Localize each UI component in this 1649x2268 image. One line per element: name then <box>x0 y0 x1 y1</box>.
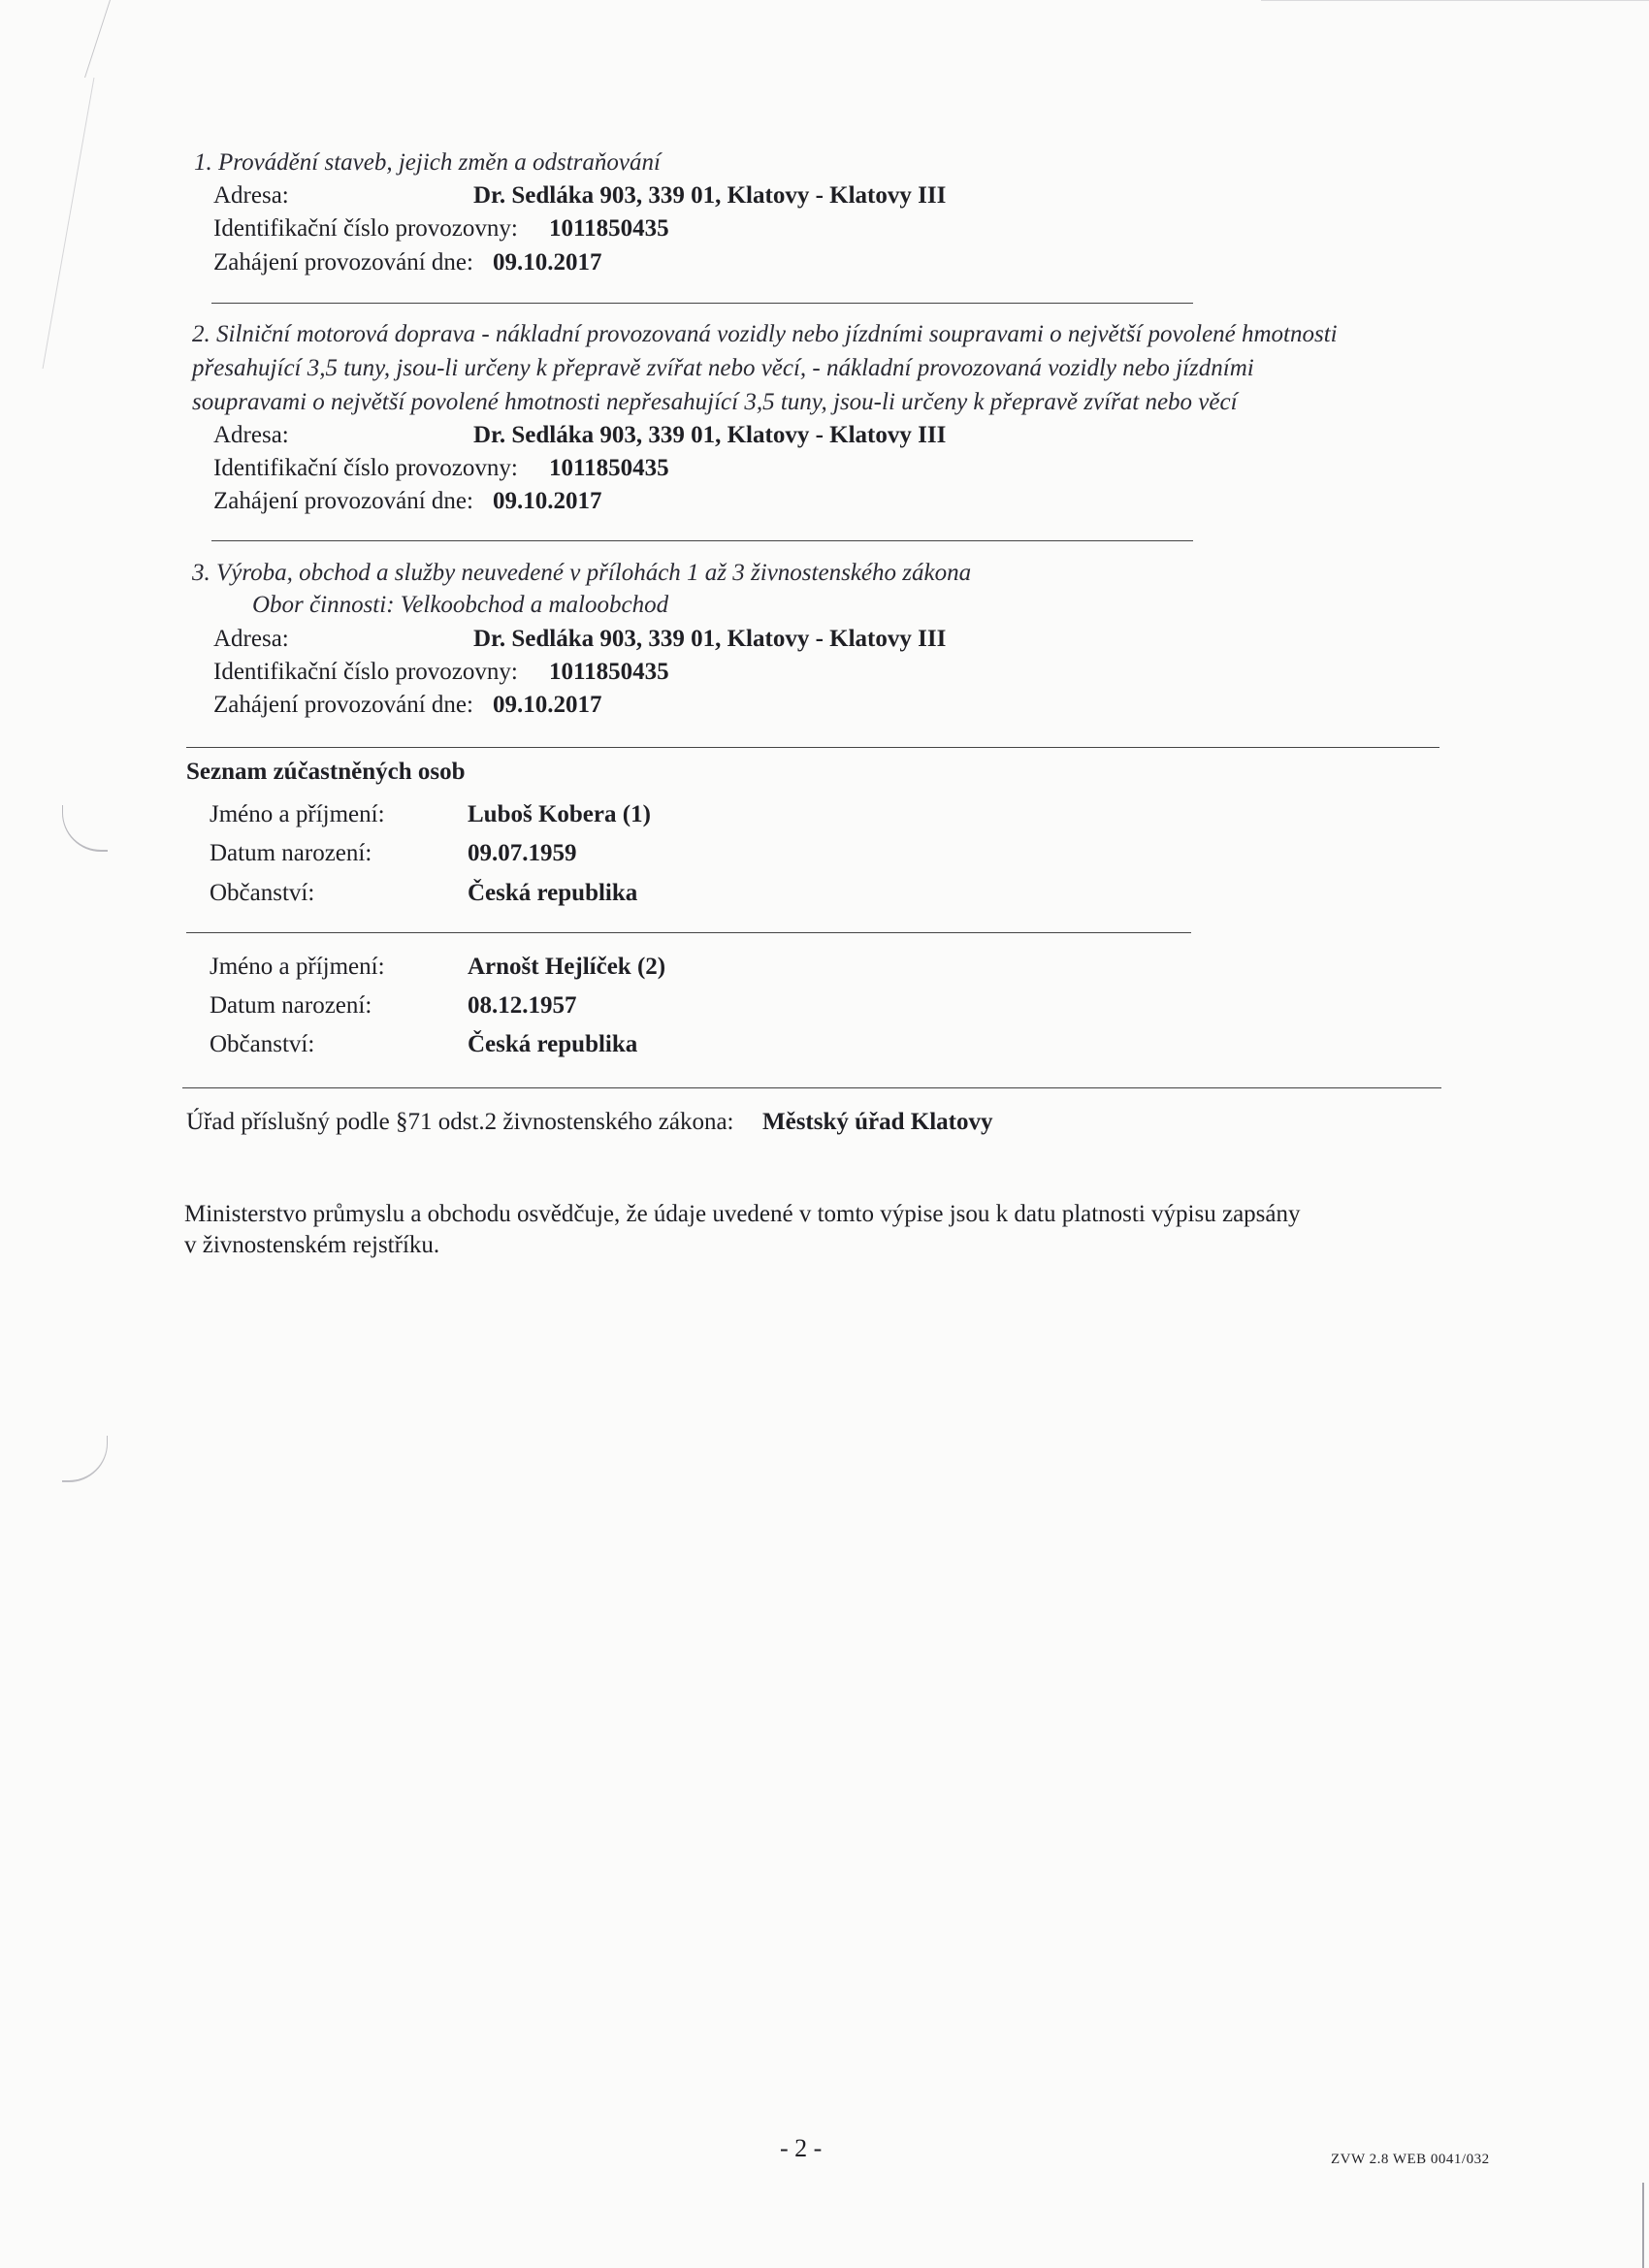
certification-line-2: v živnostenském rejstříku. <box>184 1232 440 1258</box>
section-divider <box>182 1087 1441 1088</box>
person-1-birth-label: Datum narození: <box>210 840 372 866</box>
section-3-id-value: 1011850435 <box>549 659 669 685</box>
section-3-heading: 3. Výroba, obchod a služby neuvedené v přílohách 1 až 3 živnostenského zákona <box>192 560 972 586</box>
punch-hole-mark <box>62 1436 108 1482</box>
section-3-address-label: Adresa: <box>213 626 289 652</box>
person-1-birth: 09.07.1959 <box>468 840 577 866</box>
person-1-name: Luboš Kobera (1) <box>468 801 651 827</box>
section-2-id-value: 1011850435 <box>549 455 669 481</box>
person-1-name-label: Jméno a příjmení: <box>210 801 385 827</box>
person-2-name-label: Jméno a příjmení: <box>210 954 385 980</box>
person-1-citizenship: Česká republika <box>468 880 638 906</box>
section-2-id-label: Identifikační číslo provozovny: <box>213 455 518 481</box>
person-2-citizenship-label: Občanství: <box>210 1031 315 1057</box>
person-divider <box>186 932 1191 933</box>
section-divider <box>211 303 1193 304</box>
section-2-heading-line-2: přesahující 3,5 tuny, jsou-li určeny k přepravě zvířat nebo věcí, - nákladní provozovaná vozidly nebo jízdními <box>192 355 1254 381</box>
person-2-birth: 08.12.1957 <box>468 992 577 1019</box>
scan-edge-line <box>84 0 169 78</box>
section-2-start-value: 09.10.2017 <box>493 488 602 514</box>
page-number: - 2 - <box>780 2134 823 2162</box>
section-1-id-label: Identifikační číslo provozovny: <box>213 215 518 242</box>
certification-line-1: Ministerstvo průmyslu a obchodu osvědčuje, že údaje uvedené v tomto výpise jsou k datu platnosti výpisu zapsány <box>184 1201 1301 1227</box>
section-divider <box>211 540 1193 541</box>
section-3-address: Dr. Sedláka 903, 339 01, Klatovy - Klatovy III <box>473 626 947 652</box>
section-3-subheading: Obor činnosti: Velkoobchod a maloobchod <box>252 592 669 618</box>
person-1-citizenship-label: Občanství: <box>210 880 315 906</box>
section-2-heading-line-3: soupravami o největší povolené hmotnosti nepřesahující 3,5 tuny, jsou-li určeny k přepravě zvířat nebo věcí <box>192 389 1238 415</box>
punch-hole-mark <box>62 805 108 852</box>
section-2-heading-line-1: 2. Silniční motorová doprava - nákladní provozovaná vozidly nebo jízdními soupravami o největší povolené hmotnosti <box>192 321 1338 347</box>
persons-heading: Seznam zúčastněných osob <box>186 759 466 785</box>
section-1-heading: 1. Provádění staveb, jejich změn a odstraňování <box>194 149 661 176</box>
section-1-start-label: Zahájení provozování dne: <box>213 249 473 275</box>
section-2-address-label: Adresa: <box>213 422 289 448</box>
scan-edge-line <box>43 78 97 369</box>
person-2-citizenship: Česká republika <box>468 1031 638 1057</box>
office-label: Úřad příslušný podle §71 odst.2 živnostenského zákona: <box>186 1109 734 1135</box>
section-3-start-label: Zahájení provozování dne: <box>213 692 473 718</box>
section-3-id-label: Identifikační číslo provozovny: <box>213 659 518 685</box>
section-1-id-value: 1011850435 <box>549 215 669 242</box>
office-value: Městský úřad Klatovy <box>762 1109 993 1135</box>
section-3-start-value: 09.10.2017 <box>493 692 602 718</box>
section-1-address: Dr. Sedláka 903, 339 01, Klatovy - Klatovy III <box>473 182 947 209</box>
form-code: ZVW 2.8 WEB 0041/032 <box>1331 2152 1490 2167</box>
section-divider <box>186 747 1439 748</box>
person-2-name: Arnošt Hejlíček (2) <box>468 954 666 980</box>
scan-edge-line <box>1261 0 1649 2</box>
section-1-start-value: 09.10.2017 <box>493 249 602 275</box>
section-1-address-label: Adresa: <box>213 182 289 209</box>
scan-edge-line <box>1642 2183 1645 2268</box>
section-2-start-label: Zahájení provozování dne: <box>213 488 473 514</box>
section-2-address: Dr. Sedláka 903, 339 01, Klatovy - Klatovy III <box>473 422 947 448</box>
person-2-birth-label: Datum narození: <box>210 992 372 1019</box>
